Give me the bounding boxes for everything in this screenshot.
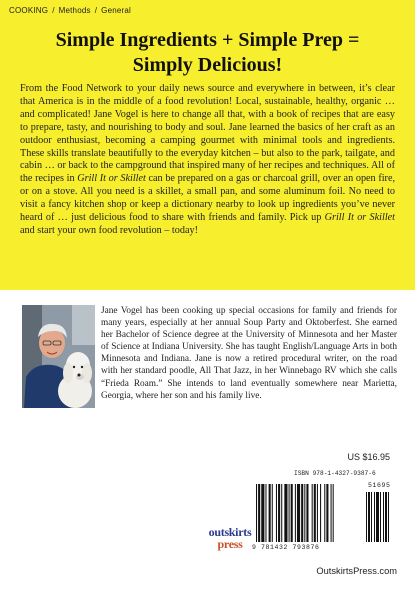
isbn-label: ISBN 978-1-4327-9387-6	[294, 470, 376, 477]
description-text: From the Food Network to your daily news source and everywhere in between, it’s clear that America is in the middle of a food revolution! Local, sustainable, healthy, organic … and complicated! Jane Vogel is here to change all that, with a book of recipes that are easy to prepare, tasty, and nourishing to body and soul. Jane learned the basics of her craft as an outdoor enthusiast, becoming a camping gourmet with minimal tools and ingredients. These skills translate beautifully to the everyday kitchen – but also to the park, tailgate, and cabin … or back to the campground that inspired many of her recipes and techniques. All of the recipes in	[20, 83, 395, 185]
breadcrumb-subcategory: Methods	[58, 6, 91, 15]
breadcrumb-separator: /	[52, 6, 55, 15]
breadcrumb-separator: /	[94, 6, 98, 15]
description-text: and start your own food revolution – today!	[20, 224, 198, 236]
author-with-poodle-image	[22, 305, 95, 408]
description-text: can be prepared on a gas or charcoal grill, over an open fire, or on a stove. All you need is a skillet, a small pan, and some aluminum foil. No need to visit a fancy kitchen shop or keep a dictionary nearby to look up ingredients you’ve never heard of … just delicious food to share with friends and family. Pick up	[20, 173, 396, 224]
book-title-italic: Grill It or Skillet	[77, 173, 146, 185]
outskirts-press-logo	[205, 526, 255, 556]
book-title-italic: Grill It or Skillet	[324, 212, 395, 224]
barcode-digits	[252, 482, 394, 551]
yellow-panel	[0, 0, 415, 290]
breadcrumb-topic: General	[101, 6, 132, 15]
author-bio: Jane Vogel has been cooking up special occasions for family and friends for many years, especially at her annual Soup Party and Oktoberfest. She earned her Bachelor of Science degree at the University of Minnesota and her Master of Science at Indiana University. She has taught English/Language Arts in both Minnesota and Indiana. Jane is now a retired procedural writer, on the road with her standard poodle, All That Jazz, in her Winnebago RV which she calls “Frieda Roam.” She intends to land eventually somewhere near Marietta, Georgia, where her son and his family live.	[101, 306, 397, 401]
headline-line-1: Simple Ingredients + Simple Prep =	[55, 29, 360, 51]
publisher-website: OutskirtsPress.com	[316, 566, 397, 576]
breadcrumb-category: COOKING	[9, 6, 49, 15]
price: US $16.95	[347, 452, 390, 462]
headline	[0, 28, 415, 78]
book-description	[20, 83, 395, 238]
ean-digits: 9 781432 793876	[252, 544, 320, 551]
logo-word-press: press	[217, 537, 243, 551]
breadcrumb	[9, 6, 131, 15]
barcode-block	[252, 470, 394, 556]
author-photo	[22, 305, 95, 408]
logo-word-outskirts: outskirts	[208, 525, 252, 539]
price-addon-digits: 51695	[368, 482, 391, 489]
headline-line-2: Simply Delicious!	[132, 54, 283, 76]
